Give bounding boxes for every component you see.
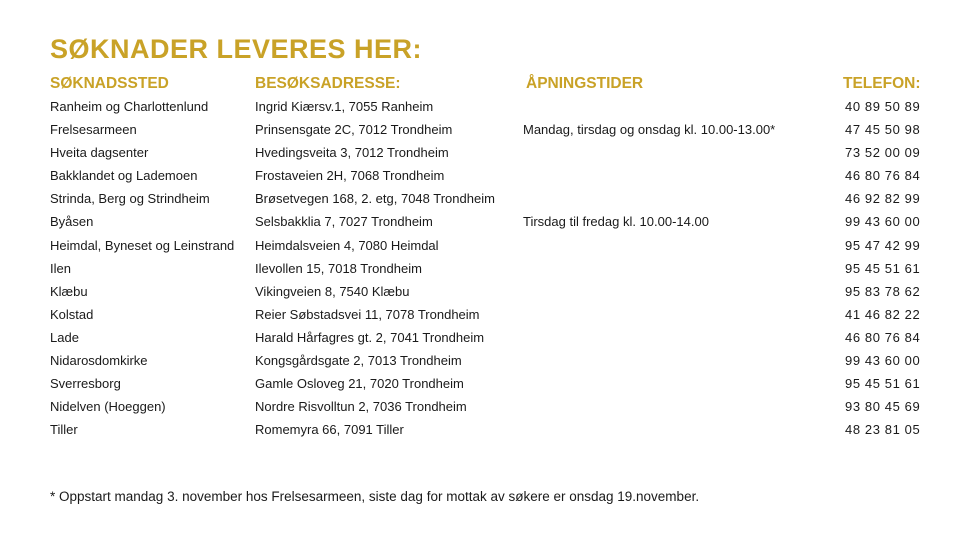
row-sted: Sverresborg — [50, 376, 121, 392]
row-adresse: Ilevollen 15, 7018 Trondheim — [255, 260, 422, 276]
row-sted: Lade — [50, 329, 79, 345]
row-telefon: 46 80 76 84 — [845, 168, 921, 184]
header-besoksadresse: BESØKSADRESSE: — [255, 75, 401, 92]
row-adresse: Brøsetvegen 168, 2. etg, 7048 Trondheim — [255, 191, 495, 207]
row-sted: Byåsen — [50, 214, 94, 230]
row-sted: Hveita dagsenter — [50, 145, 149, 161]
row-telefon: 47 45 50 98 — [845, 122, 921, 138]
row-telefon: 95 47 42 99 — [845, 237, 921, 253]
row-sted: Heimdal, Byneset og Leinstrand — [50, 237, 235, 253]
office-list — [0, 96, 962, 442]
row-sted: Kolstad — [50, 306, 94, 322]
row-adresse: Hvedingsveita 3, 7012 Trondheim — [255, 145, 449, 161]
row-sted: Frelsesarmeen — [50, 122, 137, 138]
row-sted: Ilen — [50, 260, 71, 276]
table-row — [0, 396, 962, 419]
header-apningstider: ÅPNINGSTIDER — [526, 75, 644, 92]
row-telefon: 46 92 82 99 — [845, 191, 921, 207]
row-sted: Strinda, Berg og Strindheim — [50, 191, 210, 207]
row-adresse: Prinsensgate 2C, 7012 Trondheim — [255, 122, 453, 138]
row-adresse: Gamle Osloveg 21, 7020 Trondheim — [255, 376, 464, 392]
header-telefon: TELEFON: — [843, 75, 921, 92]
row-telefon: 48 23 81 05 — [845, 422, 921, 438]
row-telefon: 99 43 60 00 — [845, 214, 921, 230]
row-sted: Klæbu — [50, 283, 88, 299]
row-apning: Tirsdag til fredag kl. 10.00-14.00 — [523, 214, 709, 230]
table-row — [0, 258, 962, 281]
table-row — [0, 373, 962, 396]
row-telefon: 95 83 78 62 — [845, 283, 921, 299]
row-adresse: Selsbakklia 7, 7027 Trondheim — [255, 214, 433, 230]
table-row — [0, 235, 962, 258]
header-soknadssted: SØKNADSSTED — [50, 75, 169, 92]
footnote: * Oppstart mandag 3. november hos Frelsesarmeen, siste dag for mottak av søkere er onsdag 19.november. — [50, 489, 700, 504]
row-telefon: 95 45 51 61 — [845, 260, 921, 276]
table-row — [0, 142, 962, 165]
table-row — [0, 188, 962, 211]
table-row — [0, 211, 962, 234]
page-title: SØKNADER LEVERES HER: — [50, 34, 423, 64]
row-telefon: 73 52 00 09 — [845, 145, 921, 161]
table-row — [0, 281, 962, 304]
table-row — [0, 350, 962, 373]
row-adresse: Nordre Risvolltun 2, 7036 Trondheim — [255, 399, 467, 415]
row-sted: Nidelven (Hoeggen) — [50, 399, 166, 415]
row-adresse: Vikingveien 8, 7540 Klæbu — [255, 283, 410, 299]
table-row — [0, 304, 962, 327]
row-adresse: Romemyra 66, 7091 Tiller — [255, 422, 404, 438]
row-telefon: 46 80 76 84 — [845, 329, 921, 345]
row-adresse: Reier Søbstadsvei 11, 7078 Trondheim — [255, 306, 480, 322]
row-telefon: 40 89 50 89 — [845, 99, 921, 114]
table-row — [0, 327, 962, 350]
table-row — [0, 119, 962, 142]
row-adresse: Ingrid Kiærsv.1, 7055 Ranheim — [255, 99, 434, 114]
row-adresse: Heimdalsveien 4, 7080 Heimdal — [255, 237, 439, 253]
row-sted: Bakklandet og Lademoen — [50, 168, 198, 184]
row-sted: Ranheim og Charlottenlund — [50, 99, 209, 114]
table-row — [0, 419, 962, 442]
row-adresse: Kongsgårdsgate 2, 7013 Trondheim — [255, 353, 462, 369]
row-telefon: 99 43 60 00 — [845, 353, 921, 369]
row-adresse: Harald Hårfagres gt. 2, 7041 Trondheim — [255, 329, 485, 345]
table-row — [0, 165, 962, 188]
row-sted: Tiller — [50, 422, 78, 438]
row-telefon: 41 46 82 22 — [845, 306, 921, 322]
row-apning: Mandag, tirsdag og onsdag kl. 10.00-13.00* — [523, 122, 776, 138]
row-adresse: Frostaveien 2H, 7068 Trondheim — [255, 168, 445, 184]
row-sted: Nidarosdomkirke — [50, 353, 148, 369]
row-telefon: 95 45 51 61 — [845, 376, 921, 392]
row-telefon: 93 80 45 69 — [845, 399, 921, 415]
table-row — [0, 96, 962, 119]
